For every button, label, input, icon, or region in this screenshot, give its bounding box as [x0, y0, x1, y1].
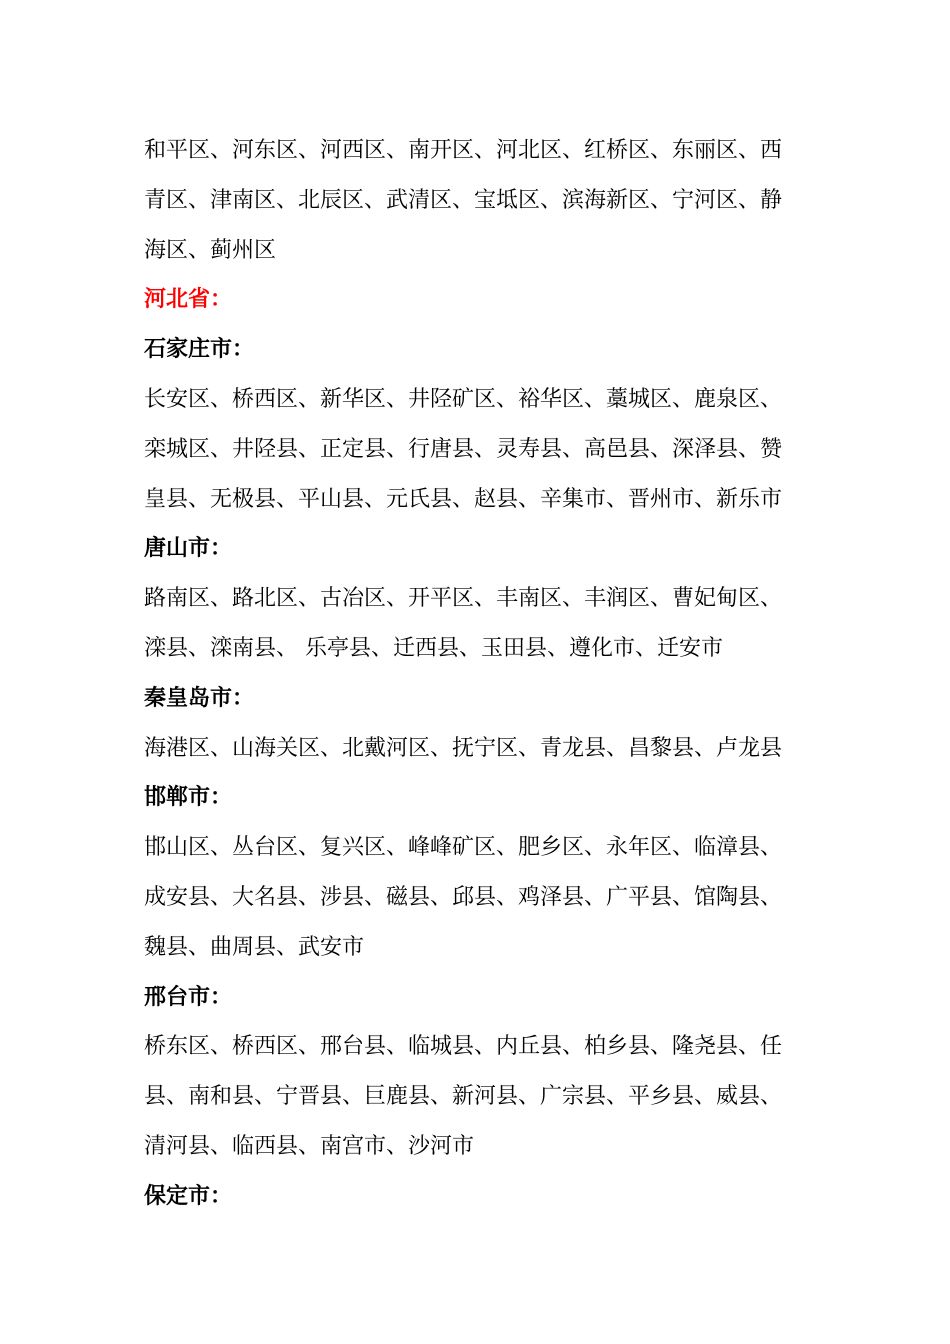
text-line: 和平区、河东区、河西区、南开区、河北区、红桥区、东丽区、西 [144, 138, 783, 163]
city-heading: 保定市： [144, 1183, 233, 1209]
city-section-tangshan [144, 524, 796, 673]
city-heading: 邢台市： [144, 984, 233, 1010]
city-section-shijiazhuang [144, 325, 796, 524]
tianjin-district-list [144, 126, 796, 275]
city-heading: 秦皇岛市： [144, 685, 255, 711]
text-line: 滦县、滦南县、 乐亭县、迁西县、玉田县、遵化市、迁安市 [144, 635, 723, 661]
document-content [144, 126, 796, 1222]
text-line: 魏县、曲周县、武安市 [144, 934, 365, 960]
text-line: 县、南和县、宁晋县、巨鹿县、新河县、广宗县、平乡县、威县、 [144, 1084, 783, 1110]
text-line: 邯山区、丛台区、复兴区、峰峰矿区、肥乡区、永年区、临漳县、 [144, 835, 783, 861]
city-heading: 石家庄市： [144, 337, 255, 363]
city-section-qinhuangdao [144, 674, 796, 774]
province-heading: 河北省： [144, 287, 233, 313]
city-section-baoding [144, 1172, 796, 1222]
text-line: 路南区、路北区、古冶区、开平区、丰南区、丰润区、曹妃甸区、 [144, 586, 783, 612]
text-line: 海港区、山海关区、北戴河区、抚宁区、青龙县、昌黎县、卢龙县 [144, 735, 783, 761]
city-heading: 唐山市： [144, 536, 233, 562]
text-line: 海区、蓟州区 [144, 237, 277, 263]
text-line: 栾城区、井陉县、正定县、行唐县、灵寿县、高邑县、深泽县、赞 [144, 436, 783, 462]
city-section-handan [144, 773, 796, 972]
text-line: 桥东区、桥西区、邢台县、临城县、内丘县、柏乡县、隆尧县、任 [144, 1034, 783, 1060]
text-line: 皇县、无极县、平山县、元氏县、赵县、辛集市、晋州市、新乐市 [144, 486, 783, 512]
text-line: 清河县、临西县、南宫市、沙河市 [144, 1133, 475, 1159]
city-heading: 邯郸市： [144, 785, 233, 811]
text-line: 青区、津南区、北辰区、武清区、宝坻区、滨海新区、宁河区、静 [144, 187, 783, 213]
city-section-xingtai [144, 973, 796, 1172]
text-line: 成安县、大名县、涉县、磁县、邱县、鸡泽县、广平县、馆陶县、 [144, 884, 783, 910]
text-line: 长安区、桥西区、新华区、井陉矿区、裕华区、藁城区、鹿泉区、 [144, 386, 783, 412]
